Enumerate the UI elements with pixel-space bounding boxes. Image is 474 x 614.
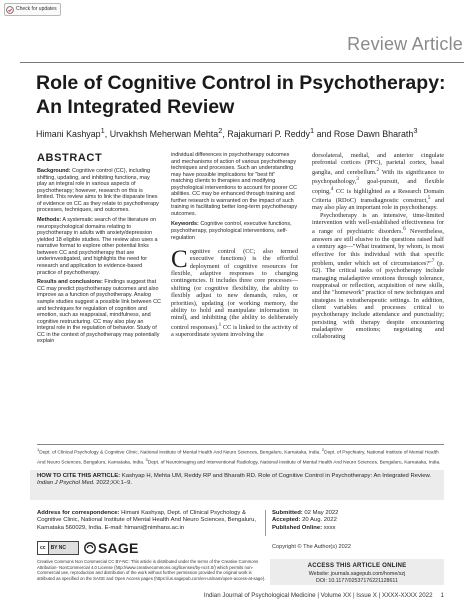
- how-to-cite: [37, 473, 439, 488]
- intro-paragraph: [312, 152, 444, 212]
- article-dates: [272, 510, 432, 532]
- abstract-background: [37, 168, 161, 214]
- label: Accepted:: [272, 517, 301, 524]
- citation-text: Kashyap H, Mehta UM, Reddy RP and Bharath RD. Role of Cognitive Control in Psychotherapy: An Integrated Review.: [120, 473, 432, 479]
- label: Results and conclusions:: [37, 279, 103, 286]
- affiliation-text: Dept. of Clinical Psychology & Cognitive Clinic, National Institute of Mental Health And Neuro Sciences, Bengaluru, Karnataka, India.: [39, 450, 322, 456]
- affiliations-divider: [37, 444, 444, 445]
- author-list: [36, 125, 466, 140]
- paragraph-text: Cognitive control (CC), including shifting, updating, and inhibiting functions, may play an integral role in various aspects of psychotherapy; however, research on this is limited. This review aims to link the disparate lines of evidence on CC as they relate to psychotherapy processes, techniques, and outcomes.: [37, 168, 159, 214]
- paragraph-text: Psychotherapy is an intensive, time-limited intervention with well-established effectiveness for a range of psychiatric disorders.: [312, 211, 444, 236]
- drop-cap: C: [171, 246, 188, 274]
- affiliation-marker: 2: [218, 126, 223, 135]
- abstract-column: [37, 152, 161, 348]
- accepted-date: [272, 517, 432, 524]
- sage-wordmark: SAGE: [98, 540, 139, 556]
- paragraph-text: A systematic search of the literature on neuropsychological domains relating to psychotherapy in adults with anxiety/depression yielded 18 eligible studies. The review also uses a narrative format to explore other potential links between CC and psychotherapy that are underinvestigated, and highlights the need for research and application to evidence-based practice of psychotherapy.: [37, 217, 158, 276]
- header-divider: [20, 62, 464, 63]
- affiliation-marker: 1: [37, 447, 40, 452]
- intro-paragraph: [312, 212, 444, 341]
- date-value: xxxx: [322, 524, 336, 531]
- affiliation-marker: 2: [321, 447, 325, 452]
- copyright: Copyright © The Author(s) 2022: [272, 544, 351, 550]
- abstract-heading: ABSTRACT: [37, 152, 103, 164]
- affiliation-marker: 1: [310, 126, 315, 135]
- paragraph-text: goal-pursuit, and flexible coping,: [312, 178, 444, 195]
- intro-paragraph: [171, 248, 298, 338]
- affiliation-text: Dept. of Psychiatry, National Institute of Mental Health And Neuro Sciences, Bengaluru, Karnataka, India.: [37, 450, 439, 466]
- abstract-methods: [37, 217, 161, 276]
- logos: [37, 540, 138, 556]
- dates-divider: [265, 510, 266, 536]
- affiliation-text: Dept. of Neuroimaging and Interventional Radiology, National Institute of Mental Health And Neuro Sciences, Bengaluru, Karnataka, India.: [147, 460, 441, 466]
- label: Published Online:: [272, 524, 323, 531]
- paragraph-text: CC is linked to the activity of a superordinate system involving the: [171, 323, 298, 338]
- right-column: [312, 152, 444, 341]
- date-value: 20 Aug. 2022: [300, 517, 337, 524]
- label: Methods:: [37, 217, 62, 224]
- cc-by-nc-label: BY NC: [50, 545, 67, 551]
- affiliation-marker: 3: [145, 456, 148, 462]
- label: Address for correspondence:: [37, 510, 120, 516]
- separator: ,: [104, 128, 110, 139]
- citation-marker: 2: [376, 166, 380, 173]
- correspondence: [37, 510, 257, 532]
- affiliation-marker: 3: [413, 126, 418, 135]
- article-title: [36, 71, 456, 119]
- abstract-results: [37, 279, 161, 344]
- author-name[interactable]: Urvakhsh Meherwan Mehta: [109, 128, 219, 139]
- label: Submitted:: [272, 510, 303, 516]
- citation-marker: 4: [330, 185, 334, 192]
- middle-column: [171, 152, 298, 338]
- paragraph-text: and may also play an important role in psychotherapy.: [312, 197, 444, 212]
- check-for-updates-label: Check for updates: [16, 6, 57, 12]
- citation-marker: 5: [427, 195, 431, 201]
- separator: and: [314, 128, 334, 139]
- abstract-continued: individual differences in psychotherapy outcomes and mechanisms of action of various psychotherapy techniques and processes. Such an understanding may have possible implications for "best fit" matching clients to therapies and modifying psychological interventions to account for poorer CC abilities. CC may be enhanced through training and further research is warranted on the impact of such training in facilitating better long-term psychotherapy outcomes.: [171, 152, 298, 217]
- author-name[interactable]: Himani Kashyap: [36, 128, 101, 139]
- label: HOW TO CITE THIS ARTICLE:: [37, 473, 121, 479]
- page-number: 1: [440, 592, 444, 599]
- paragraph-text: With its significance to psychopathology,: [312, 168, 444, 186]
- page-footer: [20, 592, 444, 599]
- paragraph-text: (p. 62). The critical tasks of psychotherapy include managing maladaptive emotions through tolerance, reappraisal or reflection, acquisition of new skills, and the "homework" practice of new techniques and strategies in extratherapeutic settings. In addition, client variables and processes critical to psychotherapy include attendance and punctuality; persisting with therapy despite encountering maladaptive emotions; negotiating and collaborating: [312, 260, 444, 341]
- correspondence-text[interactable]: Himani Kashyap, Dept. of Clinical Psychology & Cognitive Clinic, National Institute of Mental Health And Neuro Sciences, Bengaluru, Karnataka 560029, India. E-mail: himani@nimhans.ac.in: [37, 510, 257, 531]
- paragraph-text: CC is highlighted as a Research Domain Criteria (RDoC) transdiagnostic construct,: [312, 187, 444, 205]
- cc-license-logo[interactable]: [37, 541, 79, 555]
- affiliations: [37, 447, 445, 467]
- affiliation-marker: 1: [100, 126, 105, 135]
- author-name[interactable]: Rose Dawn Bharath: [333, 128, 414, 139]
- check-updates-icon: [6, 6, 14, 14]
- paragraph-text: dorsolateral, medial, and anterior cingulate prefrontal cortices (PFC), parietal cortex, basal ganglia, and cerebellum.: [312, 152, 444, 176]
- citation-text: 2022;XX:1–9.: [94, 480, 132, 487]
- keywords-text: Cognitive control, executive functions, psychotherapy, psychological interventions, self-regulation: [171, 221, 292, 241]
- paragraph-text: Findings suggest that CC may predict psychotherapy outcomes and also improve as a function of psychotherapy. Analog sample studies suggest a possible link between CC and techniques for regulation of cognition and emotion, such as reappraisal, mindfulness, and cognitive restructuring. CC may also play an integral role in the regulation of behavior. Study of CC in the context of psychotherapy may potentially explain: [37, 279, 161, 345]
- keywords: [171, 221, 298, 241]
- label: Background:: [37, 168, 71, 174]
- check-for-updates-badge[interactable]: [4, 3, 61, 16]
- license-text: Creative Commons Non Commercial CC BY-NC: This article is distributed under the terms of the Creative Commons Attribution- NonCommercial 4.0 License (http://www.creativecommons.org/licenses/by-nc/4.0/) which permits non-Commercial use, reproduction and distribution of the work without further permission provided the original work is attributed as specified on the SAGE and Open Access pages (https://us.sagepub.com/en-us/nam/open-access-at-sage).: [37, 559, 266, 581]
- separator: ,: [222, 128, 228, 139]
- sage-logo[interactable]: [84, 540, 138, 556]
- citation-marker: 6: [403, 226, 406, 233]
- citation-marker: 3: [356, 176, 359, 183]
- citation-marker: 7: [431, 257, 435, 264]
- paragraph-text: ognitive control (CC; also termed executive functions) is the effortful deployment of cognitive resources for flexible, adaptive responses to changing contingencies. It includes three core processes—shifting (or cognitive flexibility, the ability to flexibly adjust to new demands, rules, or priorities), updating (or working memory, the ability to hold and manipulate information in mind), and inhibiting (the ability to deliberately control responses).: [171, 248, 298, 331]
- journal-footer-text: Indian Journal of Psychological Medicine | Volume XX | Issue X | XXXX-XXXX 2022: [203, 592, 433, 599]
- title-line-2: An Integrated Review: [36, 96, 235, 118]
- label: Keywords:: [171, 221, 199, 228]
- paragraph-text: Nevertheless, answers are still elusive to the questions raised half a century ago—"What treatment, by whom, is most effective for this individual with that specific problem, under which set of circumstances?": [312, 228, 445, 268]
- doi-link[interactable]: DOI: 10.1177/02537176221128611: [316, 578, 398, 584]
- author-name[interactable]: Rajakumari P. Reddy: [227, 128, 310, 139]
- submitted-date: [272, 510, 432, 517]
- cc-icon: cc: [38, 542, 49, 554]
- sage-mark-icon: [84, 542, 96, 554]
- published-date: [272, 525, 432, 532]
- citation-marker: 1: [218, 321, 222, 328]
- date-value: 02 May 2022: [302, 510, 339, 516]
- journal-website-link[interactable]: Website: journals.sagepub.com/home/szj: [308, 571, 406, 577]
- title-line-1: Role of Cognitive Control in Psychotherapy:: [36, 72, 446, 94]
- access-online-title: ACCESS THIS ARTICLE ONLINE: [307, 562, 407, 569]
- section-label: Review Article: [347, 34, 463, 54]
- journal-name: Indian J Psychol Med.: [37, 480, 95, 487]
